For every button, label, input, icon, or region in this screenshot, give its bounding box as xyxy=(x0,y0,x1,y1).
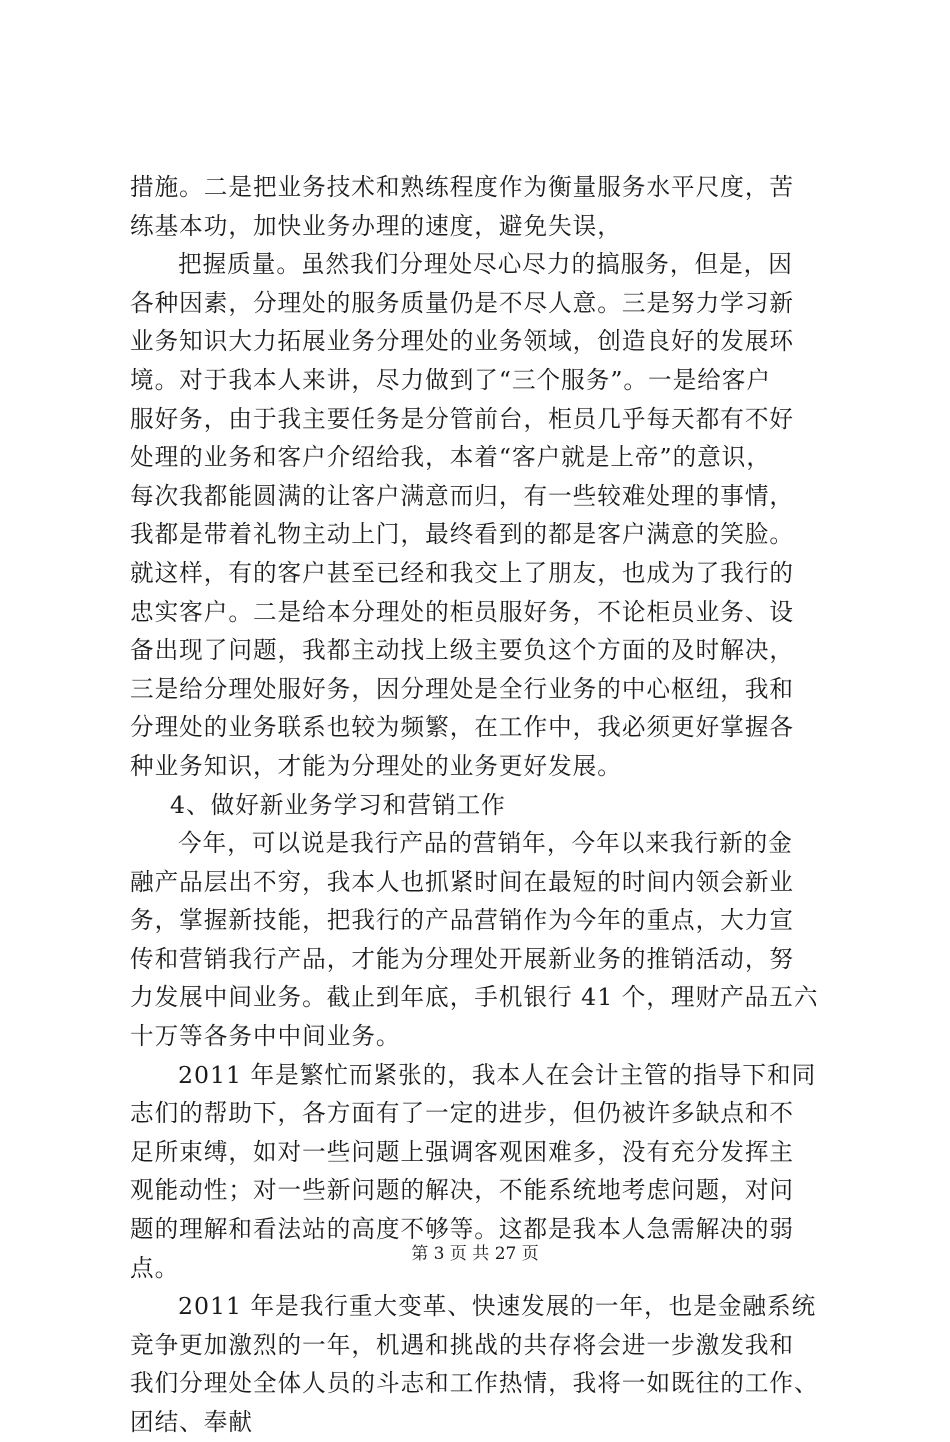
text-line: 把握质量。虽然我们分理处尽心尽力的搞服务，但是，因 xyxy=(178,250,793,279)
text-line: 2011 年是我行重大变革、快速发展的一年，也是金融系统 xyxy=(178,1292,817,1321)
text-line: 今年，可以说是我行产品的营销年，今年以来我行新的金 xyxy=(178,829,793,858)
text-line: 种业务知识，才能为分理处的业务更好发展。 xyxy=(130,751,622,780)
text-line: 团结、奉献 xyxy=(130,1408,253,1436)
text-line: 备出现了问题，我都主动找上级主要负这个方面的及时解决， xyxy=(130,636,795,665)
text-line: 传和营销我行产品，才能为分理处开展新业务的推销活动，努 xyxy=(130,944,795,973)
text-line: 三是给分理处服好务，因分理处是全行业务的中心枢纽，我和 xyxy=(130,674,795,703)
text-line: 点。 xyxy=(130,1253,180,1282)
text-line: 足所束缚，如对一些问题上强调客观困难多，没有充分发挥主 xyxy=(130,1137,795,1166)
text-line: 措施。二是把业务技术和熟练程度作为衡量服务水平尺度，苦 xyxy=(130,173,795,201)
text-line: 分理处的业务联系也较为频繁，在工作中，我必须更好掌握各 xyxy=(130,713,795,742)
text-line: 就这样，有的客户甚至已经和我交上了朋友，也成为了我行的 xyxy=(130,558,795,587)
text-line: 处理的业务和客户介绍给我，本着“客户就是上帝”的意识， xyxy=(130,443,771,472)
text-line: 境。对于我本人来讲，尽力做到了“三个服务”。一是给客户 xyxy=(130,365,771,394)
text-line: 我都是带着礼物主动上门，最终看到的都是客户满意的笑脸。 xyxy=(130,520,795,549)
text-line: 观能动性；对一些新问题的解决，不能系统地考虑问题，对问 xyxy=(130,1176,795,1205)
text-line: 志们的帮助下，各方面有了一定的进步，但仍被许多缺点和不 xyxy=(130,1099,795,1128)
text-line: 2011 年是繁忙而紧张的，我本人在会计主管的指导下和同 xyxy=(178,1060,817,1089)
text-line: 忠实客户。二是给本分理处的柜员服好务，不论柜员业务、设 xyxy=(130,597,795,626)
text-line: 力发展中间业务。截止到年底，手机银行 41 个，理财产品五六 xyxy=(130,983,819,1012)
text-line: 我们分理处全体人员的斗志和工作热情，我将一如既往的工作、 xyxy=(130,1369,819,1398)
text-line: 每次我都能圆满的让客户满意而归，有一些较难处理的事情， xyxy=(130,481,795,510)
section-heading: 4、做好新业务学习和营销工作 xyxy=(170,790,506,819)
text-line: 各种因素，分理处的服务质量仍是不尽人意。三是努力学习新 xyxy=(130,288,795,317)
text-line: 题的理解和看法站的高度不够等。这都是我本人急需解决的弱 xyxy=(130,1215,795,1244)
text-line: 业务知识大力拓展业务分理处的业务领域，创造良好的发展环 xyxy=(130,327,795,356)
text-line: 服好务，由于我主要任务是分管前台，柜员几乎每天都有不好 xyxy=(130,404,795,433)
page-number-footer: 第 3 页 共 27 页 xyxy=(411,1244,539,1264)
text-line: 务，掌握新技能，把我行的产品营销作为今年的重点，大力宣 xyxy=(130,906,795,935)
text-line: 十万等各务中中间业务。 xyxy=(130,1022,401,1051)
text-line: 竞争更加激烈的一年，机遇和挑战的共存将会进一步激发我和 xyxy=(130,1330,795,1359)
text-line: 融产品层出不穷，我本人也抓紧时间在最短的时间内领会新业 xyxy=(130,867,795,896)
text-line: 练基本功，加快业务办理的速度，避免失误， xyxy=(130,211,622,240)
